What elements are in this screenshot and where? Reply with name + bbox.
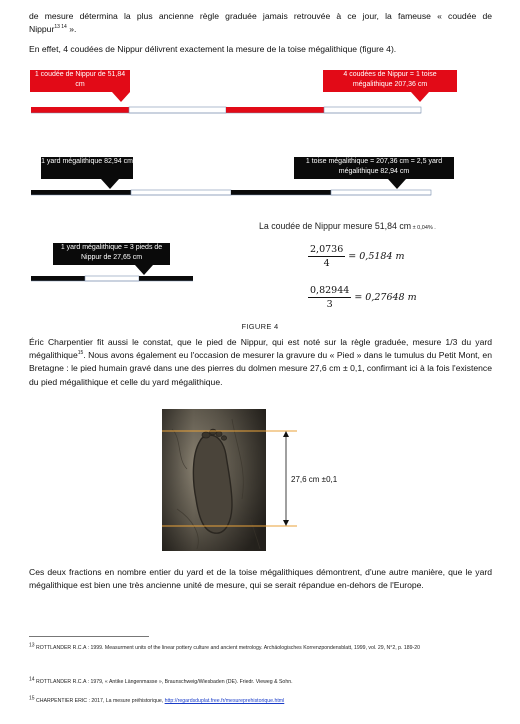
- footnote-14: $^{14}$ ROTTLANDER R.C.A : 1979, « Antike Längenmasse », Braunschweig/Wiesbaden (DE). Friedr. Vieweg & Sohn.: [29, 676, 293, 685]
- footnote-15-link[interactable]: http://regardsduplat.free.fr/mesureprehistorique.html: [164, 698, 285, 704]
- intro-line-1: de mesure détermina la plus ancienne règle graduée jamais retrouvée à ce jour, la fameuse « coudée de: [29, 11, 492, 21]
- intro-line-3: En effet, 4 coudées de Nippur délivrent exactement la mesure de la toise mégalithique (figure 4).: [29, 44, 397, 55]
- white-segment-2: [324, 107, 421, 113]
- footnote-ref-13-14[interactable]: 13 14: [54, 24, 67, 31]
- intro-paragraph: de mesure détermina la plus ancienne règle graduée jamais retrouvée à ce jour, la fameuse « coudée de Nippur$^{13 14}$ ». En effet, 4 coudées de Nippur délivrent exactement la mesure de la toise mégalithique (figure 4).: [29, 10, 492, 57]
- footnote-ref-15[interactable]: 15: [77, 350, 84, 357]
- callout-4-coudees: 4 coudées de Nippur = 1 toise mégalithique 207,36 cm: [323, 70, 457, 92]
- footnote-separator: [29, 636, 149, 637]
- footnote-15: $^{15}$ CHARPENTIER ERIC : 2017, La mesure préhistorique, http://regardsduplat.free.fr/mesureprehistorique.html: [29, 695, 285, 704]
- red-segment-1: [31, 107, 129, 113]
- coudee-statement: La coudée de Nippur mesure 51,84 cm ± 0,04% .: [259, 221, 436, 231]
- figure-caption: FIGURE 4: [241, 322, 279, 331]
- equation-pied: $\frac{0,82944}{3}$ = 0,27648 m: [310, 285, 417, 310]
- equation-coudee: $\frac{2,0736}{4}$ = 0,5184 m: [310, 244, 405, 269]
- red-measure-bar: [30, 100, 480, 116]
- paragraph-conclusion: Ces deux fractions en nombre entier du yard et de la toise mégalithiques démontrent, d'une autre manière, que le yard mégalithique est bien une très ancienne unité de mesure, qui se serait répandue en-dehors de l'Europe.: [29, 567, 492, 591]
- black-measure-bar: [30, 186, 450, 198]
- small-black-measure-bar: [30, 272, 220, 284]
- callout-yard-megalithique: 1 yard mégalithique 82,94 cm: [41, 157, 133, 179]
- white-segment-1: [129, 107, 226, 113]
- callout-yard-3-pieds: 1 yard mégalithique = 3 pieds de Nippur de 27,65 cm: [53, 243, 170, 265]
- red-segment-2: [226, 107, 324, 113]
- callout-toise-megalithique: 1 toise mégalithique = 207,36 cm = 2,5 yard mégalithique 82,94 cm: [294, 157, 454, 179]
- foot-measure-label: 27,6 cm ±0,1: [291, 475, 338, 484]
- paragraph-charpentier: Éric Charpentier fit aussi le constat, que le pied de Nippur, qui est noté sur la règle graduée, mesure 1/3 du yard mégalithique$^{15}$. Nous avons également eu l'occasion de mesurer la gravure du « Pied » dans le tumulus du Petit Mont, en Bretagne : le pied humain gravé dans une des pierres du dolmen mesure 27,6 cm ± 0,1, confirmant ici à la fois l'existence du pied mégalithique et celle du yard mégalithique.: [29, 337, 492, 387]
- footnote-13: $^{13}$ ROTTLANDER R.C.A : 1999. Measurment units of the linear pottery culture and ancient metrology. Archäologisches Korrenzpondensblatt, 1999, vol. 29, N°2, p. 189-20: [29, 642, 421, 651]
- callout-coudee-nippur: 1 coudée de Nippur de 51,84 cm: [30, 70, 130, 92]
- intro-nippur: Nippur: [29, 24, 55, 35]
